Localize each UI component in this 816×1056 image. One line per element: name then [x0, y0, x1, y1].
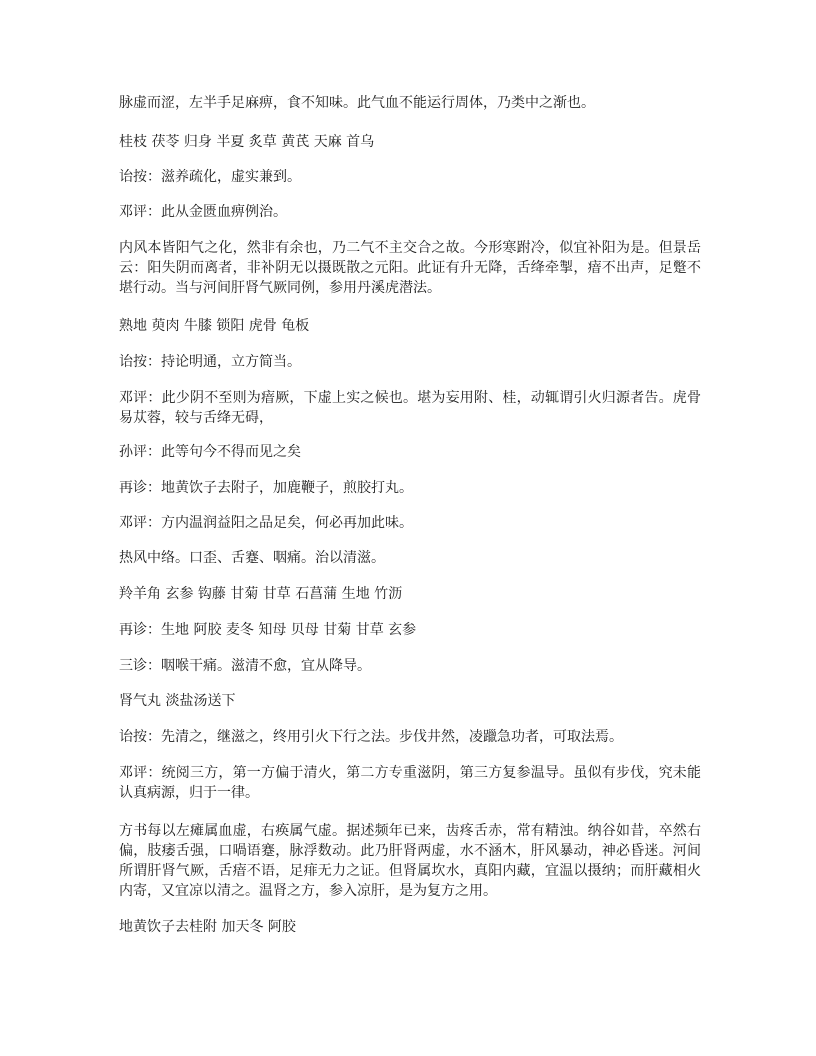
prescription: 羚羊角 玄参 钩藤 甘菊 甘草 石菖蒲 生地 竹沥: [119, 586, 403, 602]
prescription: 桂枝 茯苓 归身 半夏 炙草 黄芪 天麻 首乌: [119, 134, 375, 150]
commentary: 诒按：先清之，继滋之，终用引火下行之法。步伐井然，凌躐急功者，可取法焉。: [119, 729, 623, 745]
prescription: 肾气丸 淡盐汤送下: [119, 693, 236, 709]
commentary: 诒按：滋养疏化，虚实兼到。: [119, 169, 301, 185]
commentary: 邓评：统阅三方，第一方偏于清火，第二方专重滋阴，第三方复参温导。虽似有步伐，究未能认真病源，归于一律。: [119, 765, 701, 801]
case-description: 热风中络。口歪、舌蹇、咽痛。治以清滋。: [119, 550, 385, 566]
commentary: 邓评：此少阴不至则为瘖厥，下虚上实之候也。堪为妄用附、桂，动辄谓引火归源者告。虎骨易苁蓉，较与舌绛无碍，: [119, 390, 701, 426]
case-description: 方书每以左瘫属血虚，右痪属气虚。据述频年已来，齿疼舌赤，常有精浊。纳谷如昔，卒然右偏，肢痿舌强，口喎语蹇，脉浮数动。此乃肝肾两虚，水不涵木，肝风暴动，神必昏迷。河间所谓肝肾气厥，舌瘖不语，足痱无力之证。但肾属坎水，真阳内藏，宜温以摄纳；而肝藏相火内寄，又宜凉以清之。温肾之方，参入凉肝，是为复方之用。: [119, 823, 701, 899]
follow-up: 三诊：咽喉干痛。滋清不愈，宜从降导。: [119, 658, 371, 674]
case-description: 内风本皆阳气之化，然非有余也，乃二气不主交合之故。今形寒跗冷，似宜补阳为是。但景岳云：阳失阴而离者，非补阴无以摄既散之元阳。此证有升无降，舌绛牵掣，瘖不出声，足蹩不堪行动。当与河间肝肾气厥同例，参用丹溪虎潜法。: [119, 240, 701, 296]
commentary: 诒按：持论明通，立方简当。: [119, 354, 301, 370]
commentary: 邓评：方内温润益阳之品足矣，何必再加此味。: [119, 515, 413, 531]
commentary: 邓评：此从金匮血痹例治。: [119, 204, 287, 220]
prescription: 熟地 萸肉 牛膝 锁阳 虎骨 龟板: [119, 318, 310, 334]
prescription: 地黄饮子去桂附 加天冬 阿胶: [119, 919, 296, 935]
case-description: 脉虚而涩，左半手足麻痹，食不知味。此气血不能运行周体，乃类中之渐也。: [119, 95, 595, 111]
follow-up: 再诊：地黄饮子去附子，加鹿鞭子，煎胶打丸。: [119, 480, 413, 496]
commentary: 孙评：此等句今不得而见之矣: [119, 444, 301, 460]
follow-up: 再诊：生地 阿胶 麦冬 知母 贝母 甘菊 甘草 玄参: [119, 622, 417, 638]
